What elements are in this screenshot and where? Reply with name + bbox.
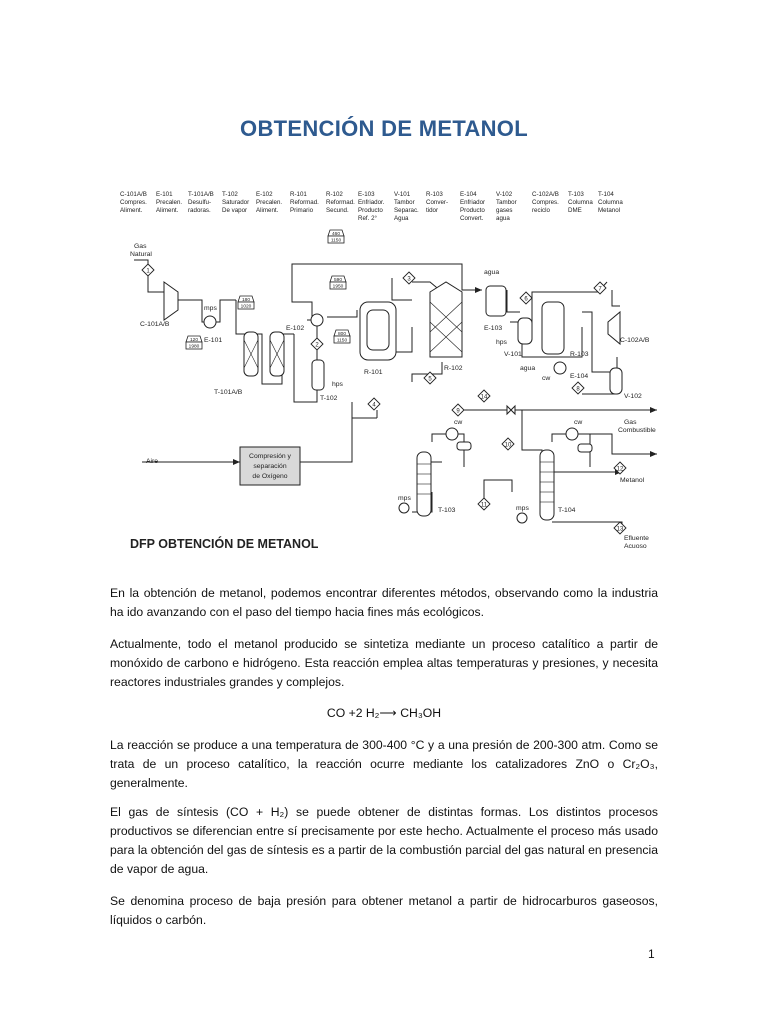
label-e101: E-101 — [204, 337, 223, 344]
svg-text:590: 590 — [333, 278, 343, 283]
header-4-line-0: E-102 — [256, 191, 273, 198]
stream-10 — [502, 438, 514, 450]
header-0-line-0: C-101A/B — [120, 191, 147, 198]
header-6-line-0: R-102 — [326, 191, 343, 198]
label-agua-2: agua — [520, 365, 536, 372]
header-10-line-0: E-104 — [460, 191, 477, 198]
svg-text:120: 120 — [189, 338, 199, 343]
page-title: OBTENCIÓN DE METANOL — [240, 116, 528, 141]
svg-text:11: 11 — [480, 502, 488, 509]
label-mps-2: mps — [398, 495, 411, 502]
label-mps-1: mps — [204, 305, 217, 312]
reboiler-t104-icon — [517, 513, 527, 523]
header-9-line-2: tidor — [426, 207, 439, 214]
header-2-line-1: Desulfu- — [188, 199, 212, 206]
condition-flag-1 — [238, 296, 254, 310]
header-6-line-1: Reformad. — [326, 199, 355, 206]
label-mps-3: mps — [516, 505, 529, 512]
box-line-3: de Oxígeno — [252, 473, 288, 480]
box-line-1: Compresión y — [249, 453, 291, 460]
saturator-t102-icon — [312, 360, 324, 390]
svg-text:6: 6 — [524, 296, 528, 303]
header-9-line-1: Conver- — [426, 199, 449, 206]
heat-exchanger-e102-icon — [311, 314, 323, 326]
header-13-line-2: DME — [568, 207, 582, 214]
label-t101: T-101A/B — [214, 389, 243, 396]
stream-11 — [478, 498, 490, 510]
header-1-line-2: Aliment. — [156, 207, 179, 214]
condenser-t104-icon — [566, 428, 578, 440]
header-5-line-2: Primario — [290, 207, 314, 214]
svg-text:8: 8 — [576, 386, 580, 393]
header-11-line-0: V-102 — [496, 191, 513, 198]
header-13-line-0: T-103 — [568, 191, 584, 198]
drum-v102-icon — [610, 368, 622, 394]
label-e104: E-104 — [570, 373, 589, 380]
equipment-headers — [120, 191, 623, 222]
label-efluente-2: Acuoso — [624, 543, 647, 550]
stream-6 — [520, 292, 532, 304]
header-12-line-1: Compres. — [532, 199, 559, 206]
label-hps-1: hps — [332, 381, 343, 388]
header-6-line-2: Secund. — [326, 207, 349, 214]
svg-text:12: 12 — [616, 466, 624, 473]
header-5-line-1: Reformad. — [290, 199, 319, 206]
svg-text:800: 800 — [337, 332, 347, 337]
svg-text:1020: 1020 — [240, 304, 252, 310]
header-2-line-2: radoras. — [188, 207, 211, 214]
pipes — [134, 260, 657, 533]
compressor-c101-icon — [164, 282, 178, 320]
header-8-line-0: V-101 — [394, 191, 411, 198]
label-gas-natural-2: Natural — [130, 251, 152, 258]
stream-14 — [478, 390, 490, 402]
column-t104-icon — [540, 450, 554, 520]
condition-flag-2 — [186, 336, 202, 350]
header-1-line-0: E-101 — [156, 191, 173, 198]
label-efluente-1: Efluente — [624, 535, 649, 542]
svg-text:14: 14 — [480, 394, 488, 401]
label-r103: R-103 — [570, 351, 589, 358]
header-14-line-1: Columna — [598, 199, 623, 206]
header-14-line-2: Metanol — [598, 207, 621, 214]
condition-flag-4 — [334, 330, 350, 344]
condition-flag-3 — [330, 276, 346, 290]
valve-icon — [507, 406, 515, 414]
header-10-line-3: Convert. — [460, 215, 484, 222]
label-agua-1: agua — [484, 269, 500, 276]
header-8-line-3: Agua — [394, 215, 409, 222]
equipment — [164, 282, 622, 523]
condenser-t103-icon — [446, 428, 458, 440]
svg-text:7: 7 — [598, 286, 602, 293]
header-10-line-2: Producto — [460, 207, 485, 214]
header-7-line-3: Ref. 2° — [358, 215, 377, 222]
paragraph-5: Se denomina proceso de baja presión para obtener metanol a partir de hidrocarburos gaseosos, líquidos o carbón. — [110, 894, 658, 927]
label-t102: T-102 — [320, 395, 338, 402]
label-e103: E-103 — [484, 325, 503, 332]
stream-12 — [614, 462, 626, 474]
paragraph-1: En la obtención de metanol, podemos encontrar diferentes métodos, observando como la industria ha ido avanzando con el paso del tiempo hacia fines más ecológicos. — [110, 586, 658, 619]
stream-1 — [142, 264, 154, 276]
svg-text:4: 4 — [372, 402, 376, 409]
reformer-r102-icon — [430, 282, 462, 357]
svg-text:1980: 1980 — [188, 344, 200, 350]
svg-text:180: 180 — [241, 298, 251, 303]
svg-text:1950: 1950 — [332, 284, 344, 290]
stream-2 — [311, 338, 323, 350]
cooler-e104-icon — [554, 362, 566, 374]
header-4-line-2: Aliment. — [256, 207, 279, 214]
condition-flag-0 — [328, 230, 344, 244]
header-8-line-1: Tambor — [394, 199, 415, 206]
header-14-line-0: T-104 — [598, 191, 614, 198]
header-12-line-0: C-102A/B — [532, 191, 559, 198]
header-9-line-0: R-103 — [426, 191, 443, 198]
svg-text:13: 13 — [616, 526, 624, 533]
label-t104: T-104 — [558, 507, 576, 514]
paragraph-4: El gas de síntesis (CO + H₂) se puede obtener de distintas formas. Los distintos procesos productivos se diferencian entre sí precisamente por este hecho. Actualmente el proceso más usado para la obtención del gas de síntesis es a partir de la combustión parcial del gas natural en presencia de vapor de agua. — [110, 805, 658, 876]
svg-text:9: 9 — [456, 408, 460, 415]
label-cw-3: cw — [574, 419, 583, 426]
svg-text:460: 460 — [331, 232, 341, 237]
label-gas-comb-1: Gas — [624, 419, 637, 426]
paragraph-3: La reacción se produce a una temperatura de 300-400 °C y a una presión de 200-300 atm. Como se trata de un proceso catalítico, la reacción ocurre mediante los catalizadores ZnO o Cr₂O₃, generalmente. — [110, 738, 658, 790]
header-11-line-3: agua — [496, 215, 510, 222]
svg-text:10: 10 — [504, 442, 512, 449]
label-hps-2: hps — [496, 339, 507, 346]
header-3-line-1: Saturador — [222, 199, 250, 206]
label-v102: V-102 — [624, 393, 642, 400]
label-c102: C-102A/B — [620, 337, 650, 344]
equipment-labels — [130, 243, 656, 550]
header-11-line-2: gases — [496, 207, 513, 214]
header-0-line-2: Aliment. — [120, 207, 143, 214]
reaction-equation: CO +2 H₂⟶ CH₃OH — [326, 706, 442, 720]
header-3-line-0: T-102 — [222, 191, 238, 198]
stream-8 — [572, 382, 584, 394]
svg-text:5: 5 — [428, 376, 432, 383]
label-t103: T-103 — [438, 507, 456, 514]
header-3-line-2: De vapor — [222, 207, 248, 214]
label-cw-1: cw — [542, 375, 551, 382]
cooler-e103-icon — [486, 286, 506, 316]
svg-text:1150: 1150 — [336, 338, 348, 344]
page-number: 1 — [648, 947, 655, 961]
svg-text:2: 2 — [315, 342, 319, 349]
svg-text:1: 1 — [146, 268, 150, 275]
label-cw-2: cw — [454, 419, 463, 426]
header-7-line-1: Enfriador. — [358, 199, 385, 206]
stream-4 — [368, 398, 380, 410]
process-flow-diagram — [112, 182, 672, 566]
condition-flags — [186, 230, 350, 350]
header-0-line-1: Compres. — [120, 199, 147, 206]
stream-9 — [452, 404, 464, 416]
header-5-line-0: R-101 — [290, 191, 307, 198]
header-13-line-1: Columna — [568, 199, 593, 206]
reboiler-t103-icon — [399, 503, 409, 513]
diagram-caption: DFP OBTENCIÓN DE METANOL — [130, 537, 319, 551]
compressor-c102-icon — [608, 312, 620, 344]
separator-v101-icon — [518, 318, 532, 344]
header-7-line-2: Producto — [358, 207, 383, 214]
header-7-line-0: E-103 — [358, 191, 375, 198]
header-1-line-1: Precalen. — [156, 199, 183, 206]
heat-exchanger-e101-icon — [204, 316, 216, 328]
box-line-2: separación — [253, 463, 287, 470]
label-gas-comb-2: Combustible — [618, 427, 656, 434]
label-aire: Aire — [146, 458, 159, 465]
label-e102: E-102 — [286, 325, 305, 332]
converter-r103-icon — [542, 302, 564, 354]
label-metanol: Metanol — [620, 477, 645, 484]
header-8-line-2: Separac. — [394, 207, 419, 214]
label-r102: R-102 — [444, 365, 463, 372]
stream-13 — [614, 522, 626, 534]
header-10-line-1: Enfriador — [460, 199, 486, 206]
label-gas-natural-1: Gas — [134, 243, 147, 250]
label-c101: C-101A/B — [140, 321, 170, 328]
label-r101: R-101 — [364, 369, 383, 376]
paragraph-2: Actualmente, todo el metanol producido se sintetiza mediante un proceso catalítico a partir de monóxido de carbono e hidrógeno. Esta reacción emplea altas temperaturas y presiones, y necesita reactores industriales grandes y complejos. — [110, 637, 658, 689]
header-4-line-1: Precalen. — [256, 199, 283, 206]
svg-text:1150: 1150 — [330, 238, 342, 244]
header-12-line-2: reciclo — [532, 207, 550, 214]
header-11-line-1: Tambor — [496, 199, 517, 206]
label-v101: V-101 — [504, 351, 522, 358]
header-2-line-0: T-101A/B — [188, 191, 214, 198]
svg-text:3: 3 — [407, 276, 411, 283]
